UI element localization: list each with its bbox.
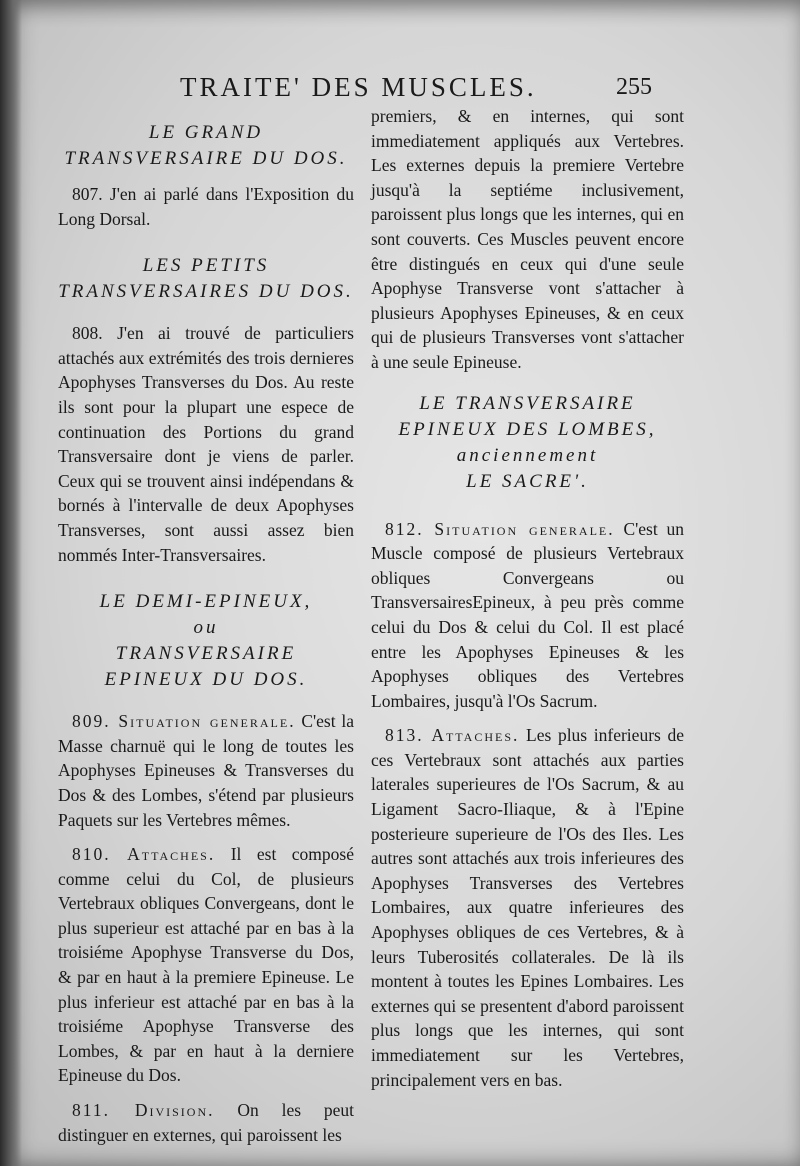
paragraph-lead: 812. Situation generale. <box>385 518 615 539</box>
paragraph-lead: 810. Attaches. <box>72 844 216 865</box>
section-heading: LE SACRE'. <box>466 470 589 492</box>
running-head: TRAITE' DES MUSCLES. <box>180 72 537 102</box>
paragraph-811 <box>58 1098 354 1147</box>
section-heading: LE GRAND <box>148 122 264 143</box>
section-heading: LE TRANSVERSAIRE <box>419 392 636 414</box>
section-heading: TRANSVERSAIRE <box>115 643 297 665</box>
right-column <box>371 104 684 1092</box>
paragraph-807: 807. J'en ai parlé dans l'Exposition du Long Dorsal. <box>58 184 354 229</box>
paragraph-text: C'est la Masse charnuë qui le long de toutes les Apophyses Epineuses & Transverses du Dos & des Lombes, s'étend par plusieurs Paquets sur les Vertebres mêmes. <box>58 711 354 830</box>
paragraph-lead: 813. Attaches. <box>385 725 520 746</box>
paragraph-text: C'est un Muscle composé de plusieurs Vertebraux obliques Convergeans ou TransversairesEpineux, à peu près comme celui du Dos & celui du Col. Il est placé entre les Apophyses Epineuses & les Apophyses obliques des Vertebres Lombaires, jusqu'à l'Os Sacrum. <box>371 518 684 711</box>
paragraph-text: On les peut distinguer en externes, qui paroissent les <box>58 1100 354 1145</box>
section-heading: TRANSVERSAIRE DU DOS. <box>64 148 348 169</box>
section-heading: LES PETITS <box>142 255 270 277</box>
paragraph-808: 808. J'en ai trouvé de particuliers attachés aux extrémités des trois dernieres Apophyses Transverses du Dos. Au reste ils sont pour la plupart une espece de continuation des Portions du grand Transversaire dont je viens de parler. Ceux qui se trouvent ainsi indépendans & bornés à l'intervalle de deux Apophyses Transverses, sont aussi assez bien nommés Inter-Transversaires. <box>58 323 354 565</box>
section-heading: EPINEUX DU DOS. <box>104 669 308 691</box>
paragraph-812 <box>371 517 684 714</box>
section-heading: LE DEMI-EPINEUX, <box>99 591 313 613</box>
page-number: 255 <box>616 74 652 100</box>
section-heading: TRANSVERSAIRES DU DOS. <box>58 281 354 303</box>
section-heading-anciennement: anciennement <box>456 444 599 466</box>
section-heading-ou: ou <box>193 617 219 639</box>
binding-gutter-shadow <box>0 0 22 1166</box>
paragraph-lead: 811. Division. <box>72 1100 215 1121</box>
paragraph-text: Les plus inferieurs de ces Vertebraux sont attachés aux parties laterales superieures de l'Os Sacrum, & au Ligament Sacro-Iliaque, & à l'Epine posterieure superieure de l'Os des Iles. Les autres sont attachés aux trois inferieures des Apophyses Transverses des Vertebres Lombaires, aux quatre inferieures des Apophyses obliques de ces Vertebres, & à leurs Tuberosités collaterales. De là ils montent à toutes les Epines Lombaires. Les externes qui se presentent d'abord paroissent plus longs que les internes, qui sont immediatement sur les Vertebres, principalement vers en bas. <box>371 725 684 1090</box>
paragraph-809 <box>58 709 354 832</box>
left-column <box>58 120 354 1147</box>
paragraph-text: Il est composé comme celui du Col, de plusieurs Vertebraux obliques Convergeans, dont le plus superieur est attaché par en bas à la troisiéme Apophyse Transverse du Dos, & par en haut à la premiere Epineuse. Le plus inferieur est attaché par en bas à la troisiéme Apophyse Transverse des Lombes, & par en haut à la derniere Epineuse du Dos. <box>58 844 354 1086</box>
paragraph-lead: 809. Situation generale. <box>72 711 296 732</box>
section-heading: EPINEUX DES LOMBES, <box>398 418 657 440</box>
paragraph-811-continued: premiers, & en internes, qui sont immediatement appliqués aux Vertebres. Les externes depuis la premiere Vertebre jusqu'à la septiéme inclusivement, paroissent plus longs que les internes, qui en sont couverts. Ces Muscles peuvent encore être distingués en ceux qui d'une seule Apophyse Transverse vont s'attacher à plusieurs Apophyses Epineuses, & en ceux qui de plusieurs Transverses vont s'attacher à une seule Epineuse. <box>371 106 684 372</box>
paragraph-810 <box>58 842 354 1088</box>
paragraph-813 <box>371 723 684 1092</box>
